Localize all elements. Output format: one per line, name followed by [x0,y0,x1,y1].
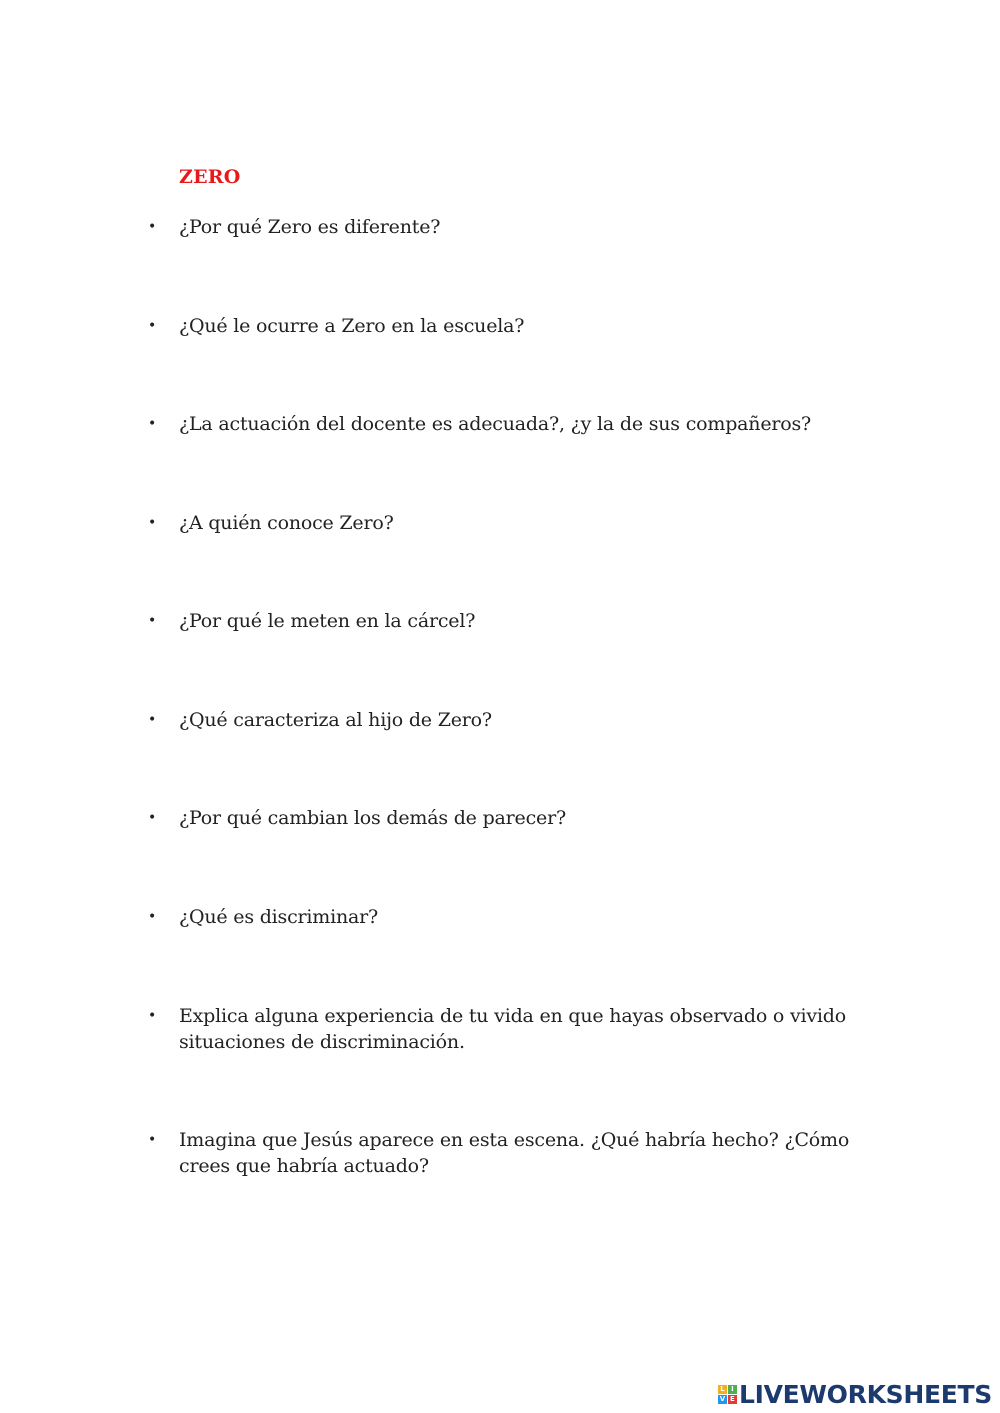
bullet: • [148,318,157,334]
question-text: ¿Por qué cambian los demás de parecer? [179,807,566,829]
list-item [148,411,868,437]
logo-mark-letter: E [728,1395,737,1404]
list-item [148,707,868,733]
bullet: • [148,712,157,728]
bullet: • [148,613,157,629]
logo-mark-icon [718,1385,737,1404]
bullet: • [148,1132,157,1148]
bullet: • [148,1008,157,1024]
bullet: • [148,909,157,925]
list-item [148,1003,868,1055]
bullet: • [148,219,157,235]
logo-mark-letter: I [728,1385,737,1394]
bullet: • [148,416,157,432]
question-text: ¿Qué caracteriza al hijo de Zero? [179,709,492,731]
logo-mark-letter: V [719,1394,726,1403]
bullet: • [148,810,157,826]
logo-text: LIVEWORKSHEETS [738,1379,992,1409]
page-title: ZERO [179,166,241,188]
list-item [148,1127,868,1179]
question-text: ¿Qué es discriminar? [179,906,379,928]
question-text: Imagina que Jesús aparece en esta escena. ¿Qué habría hecho? ¿Cómo crees que habría actuado? [179,1129,850,1177]
list-item [148,608,868,634]
question-text: ¿Qué le ocurre a Zero en la escuela? [179,315,525,337]
question-text: Explica alguna experiencia de tu vida en que hayas observado o vivido situaciones de discriminación. [179,1005,847,1053]
liveworksheets-logo [718,1381,992,1407]
bullet: • [148,515,157,531]
question-text: ¿A quién conoce Zero? [179,512,394,534]
question-text: ¿Por qué Zero es diferente? [179,216,441,238]
question-text: ¿La actuación del docente es adecuada?, ¿y la de sus compañeros? [179,413,812,435]
logo-mark-letter: L [718,1385,727,1394]
question-text: ¿Por qué le meten en la cárcel? [179,610,476,632]
list-item [148,510,868,536]
list-item [148,214,868,240]
list-item [148,805,868,831]
list-item [148,904,868,930]
list-item [148,313,868,339]
